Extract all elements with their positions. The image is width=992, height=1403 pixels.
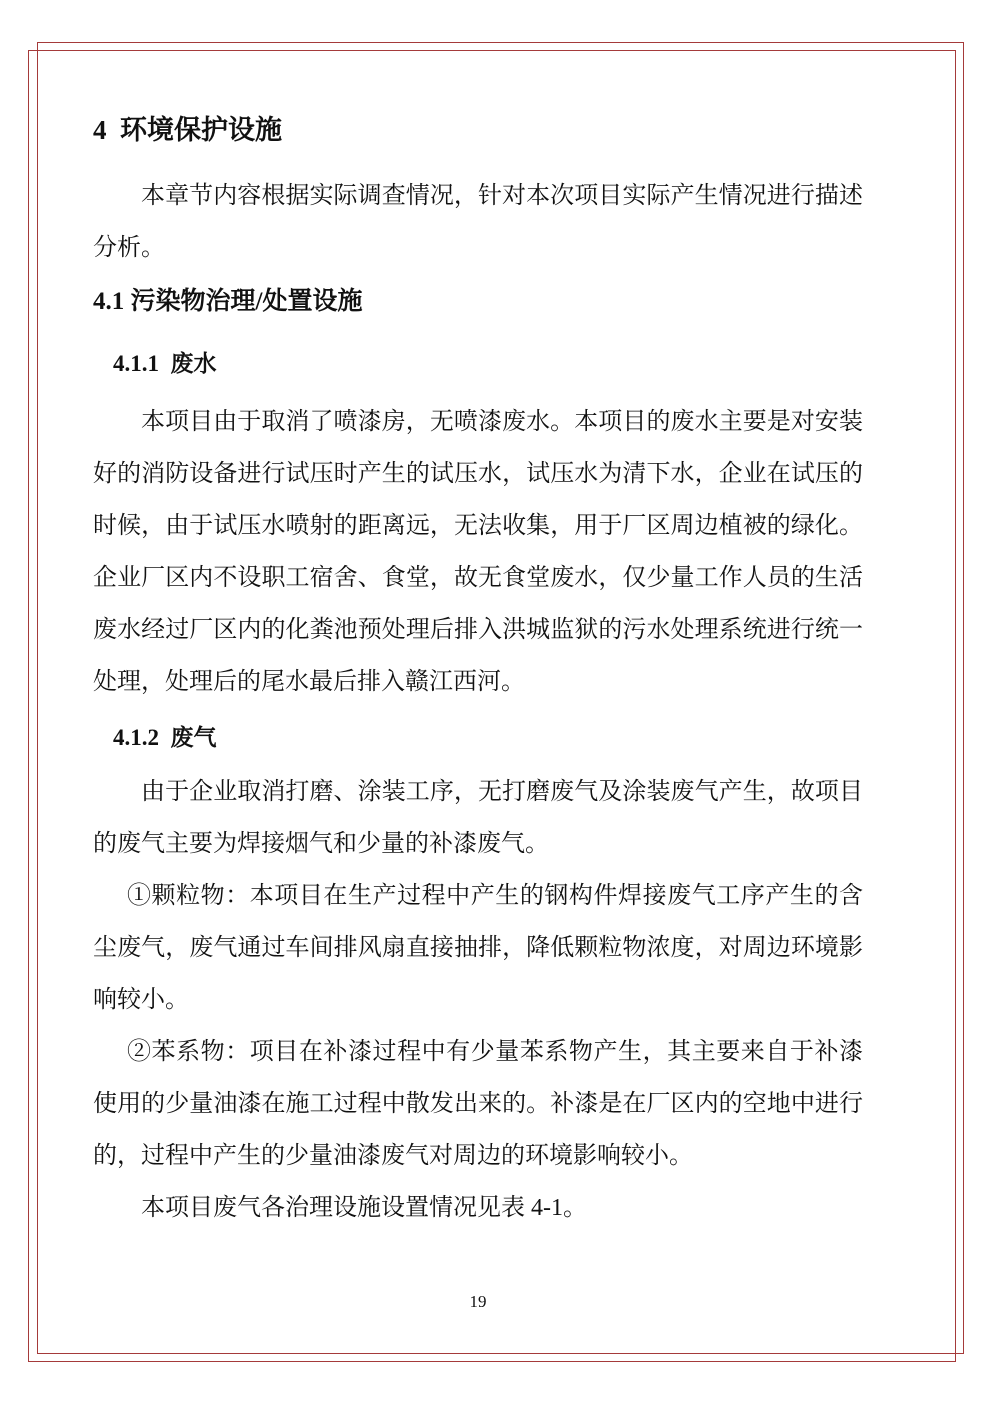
paragraph-benzene bbox=[93, 1026, 863, 1182]
text-line: 本项目废气各治理设施设置情况见表 4-1。 bbox=[141, 1195, 587, 1221]
text-line: 好的消防设备进行试压时产生的试压水，试压水为清下水，企业在试压的 bbox=[93, 461, 863, 487]
text-line: 本章节内容根据实际调查情况，针对本次项目实际产生情况进行描述 bbox=[141, 183, 863, 209]
text-line: 响较小。 bbox=[93, 987, 189, 1013]
text-line: 处理，处理后的尾水最后排入赣江西河。 bbox=[93, 669, 525, 695]
section-heading-41: 4.1 污染物治理/处置设施 bbox=[93, 288, 363, 315]
text-line: 分析。 bbox=[93, 235, 165, 261]
paragraph-intro bbox=[93, 170, 863, 274]
text-line: 废水经过厂区内的化粪池预处理后排入洪城监狱的污水处理系统进行统一 bbox=[93, 617, 863, 643]
text-line: 尘废气，废气通过车间排风扇直接抽排，降低颗粒物浓度，对周边环境影 bbox=[93, 935, 863, 961]
text-line: 由于企业取消打磨、涂装工序，无打磨废气及涂装废气产生，故项目 bbox=[141, 779, 863, 805]
text-line: 的，过程中产生的少量油漆废气对周边的环境影响较小。 bbox=[93, 1143, 693, 1169]
text-line: 企业厂区内不设职工宿舍、食堂，故无食堂废水，仅少量工作人员的生活 bbox=[93, 565, 863, 591]
text-line: 时候，由于试压水喷射的距离远，无法收集，用于厂区周边植被的绿化。 bbox=[93, 513, 863, 539]
paragraph-gas-intro bbox=[93, 766, 863, 870]
subsection-heading-wastewater: 4.1.1 废水 bbox=[113, 351, 217, 376]
document-content bbox=[93, 112, 863, 1234]
text-line: ①颗粒物：本项目在生产过程中产生的钢构件焊接废气工序产生的含 bbox=[127, 883, 863, 909]
chapter-heading: 4 环境保护设施 bbox=[93, 115, 282, 145]
text-line: ②苯系物：项目在补漆过程中有少量苯系物产生，其主要来自于补漆 bbox=[127, 1039, 863, 1065]
text-line: 本项目由于取消了喷漆房，无喷漆废水。本项目的废水主要是对安装 bbox=[141, 409, 863, 435]
page-number: 19 bbox=[469, 1292, 487, 1311]
text-line: 使用的少量油漆在施工过程中散发出来的。补漆是在厂区内的空地中进行 bbox=[93, 1091, 863, 1117]
paragraph-table-reference bbox=[93, 1182, 863, 1234]
text-line: 的废气主要为焊接烟气和少量的补漆废气。 bbox=[93, 831, 549, 857]
paragraph-particulate bbox=[93, 870, 863, 1026]
paragraph-wastewater bbox=[93, 396, 863, 708]
subsection-heading-exhaust-gas: 4.1.2 废气 bbox=[113, 725, 217, 750]
